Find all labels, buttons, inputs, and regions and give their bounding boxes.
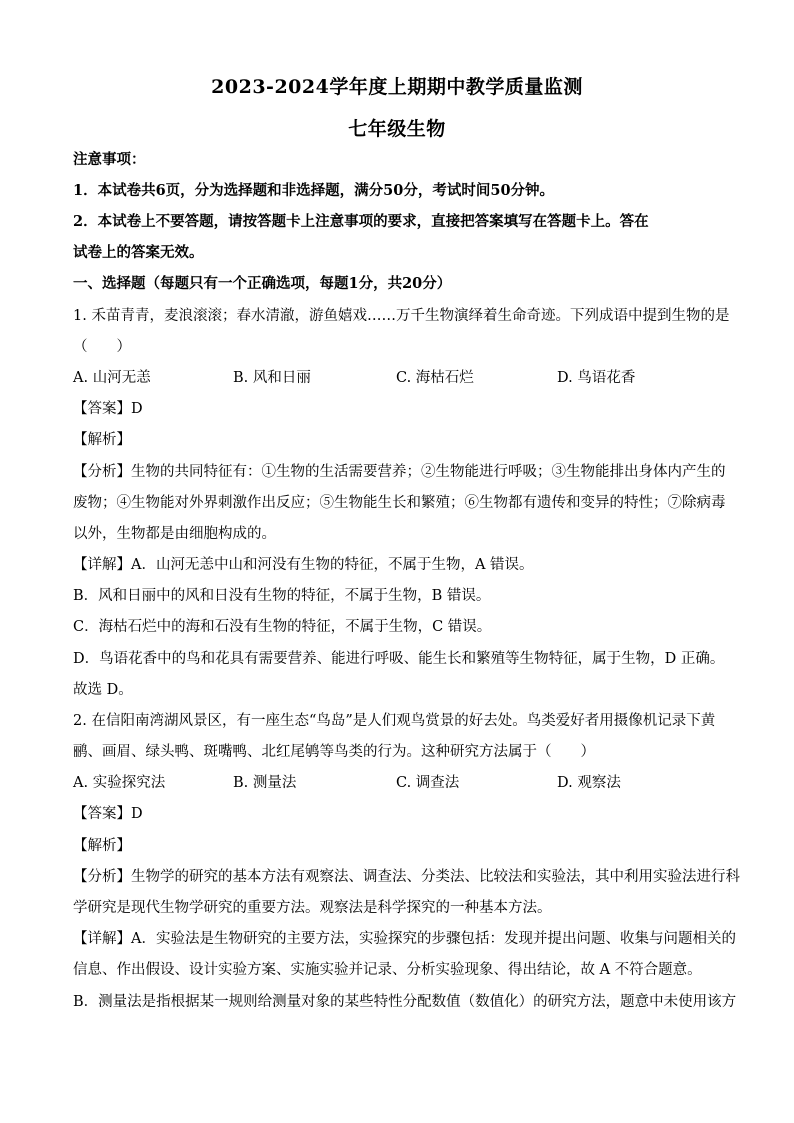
q1-analysis-tag: 【解析】: [73, 432, 131, 448]
q1-answer: 【答案】D: [73, 401, 143, 417]
q1-option-d: D. 鸟语花香: [557, 370, 636, 386]
q2-option-b: B. 测量法: [233, 775, 297, 791]
q2-option-c: C. 调查法: [396, 775, 460, 791]
q2-stem-line-2: 鹂、画眉、绿头鸭、斑嘴鸭、北红尾鸲等鸟类的行为。这种研究方法属于（ ）: [73, 744, 595, 760]
q1-stem-line-1: 1. 禾苗青青，麦浪滚滚；春水清澈，游鱼嬉戏……万千生物演绎着生命奇迹。下列成语中提到生物的是: [73, 308, 730, 324]
q2-stem-line-1: 2. 在信阳南湾湖风景区，有一座生态“鸟岛”是人们观鸟赏景的好去处。鸟类爱好者用摄像机记录下黄: [73, 713, 716, 729]
q1-option-c: C. 海枯石烂: [396, 370, 474, 386]
q2-analysis-line-1: 【分析】生物学的研究的基本方法有观察法、调查法、分类法、比较法和实验法，其中利用实验法进行科: [73, 869, 740, 885]
q2-detail-line-1: 【详解】A．实验法是生物研究的主要方法，实验探究的步骤包括：发现并提出问题、收集与问题相关的: [73, 931, 736, 947]
q1-option-b: B. 风和日丽: [233, 370, 311, 386]
section-heading: 一、选择题（每题只有一个正确选项，每题1分，共20分）: [73, 275, 452, 292]
q2-analysis-line-2: 学研究是现代生物学研究的重要方法。观察法是科学探究的一种基本方法。: [73, 900, 552, 916]
q1-detail-line-5: 故选 D。: [73, 682, 133, 698]
notice-heading: 注意事项：: [73, 151, 146, 168]
exam-title: 2023-2024学年度上期期中教学质量监测: [211, 76, 583, 98]
q1-stem-line-2: （ ）: [73, 339, 131, 355]
q2-option-a: A. 实验探究法: [73, 775, 166, 791]
notice-item-1: 1．本试卷共6页，分为选择题和非选择题，满分50分，考试时间50分钟。: [73, 182, 555, 199]
exam-subtitle: 七年级生物: [348, 118, 446, 140]
q1-analysis-line-2: 废物；④生物能对外界刺激作出反应；⑤生物能生长和繁殖；⑥生物都有遗传和变异的特性；⑦除病毒: [73, 495, 726, 511]
q2-analysis-tag: 【解析】: [73, 838, 131, 854]
notice-item-2: 2．本试卷上不要答题，请按答题卡上注意事项的要求，直接把答案填写在答题卡上。答在: [73, 213, 649, 230]
q2-detail-line-3: B．测量法是指根据某一规则给测量对象的某些特性分配数值（数值化）的研究方法，题意中未使用该方: [73, 994, 737, 1010]
q1-option-a: A. 山河无恙: [73, 370, 151, 386]
q2-option-d: D. 观察法: [557, 775, 621, 791]
q1-detail-line-2: B．风和日丽中的风和日没有生物的特征，不属于生物，B 错误。: [73, 588, 491, 604]
q1-detail-line-4: D．鸟语花香中的鸟和花具有需要营养、能进行呼吸、能生长和繁殖等生物特征，属于生物，D 正确。: [73, 651, 725, 667]
q1-analysis-line-1: 【分析】生物的共同特征有：①生物的生活需要营养；②生物能进行呼吸；③生物能排出身体内产生的: [73, 464, 726, 480]
q2-answer: 【答案】D: [73, 806, 143, 822]
q1-detail-line-3: C．海枯石烂中的海和石没有生物的特征，不属于生物，C 错误。: [73, 619, 492, 635]
q2-detail-line-2: 信息、作出假设、设计实验方案、实施实验并记录、分析实验现象、得出结论，故 A 不符合题意。: [73, 962, 702, 978]
notice-item-2-cont: 试卷上的答案无效。: [73, 244, 204, 261]
q1-analysis-line-3: 以外，生物都是由细胞构成的。: [73, 526, 276, 542]
q1-detail-line-1: 【详解】A．山河无恙中山和河没有生物的特征，不属于生物，A 错误。: [73, 557, 534, 573]
